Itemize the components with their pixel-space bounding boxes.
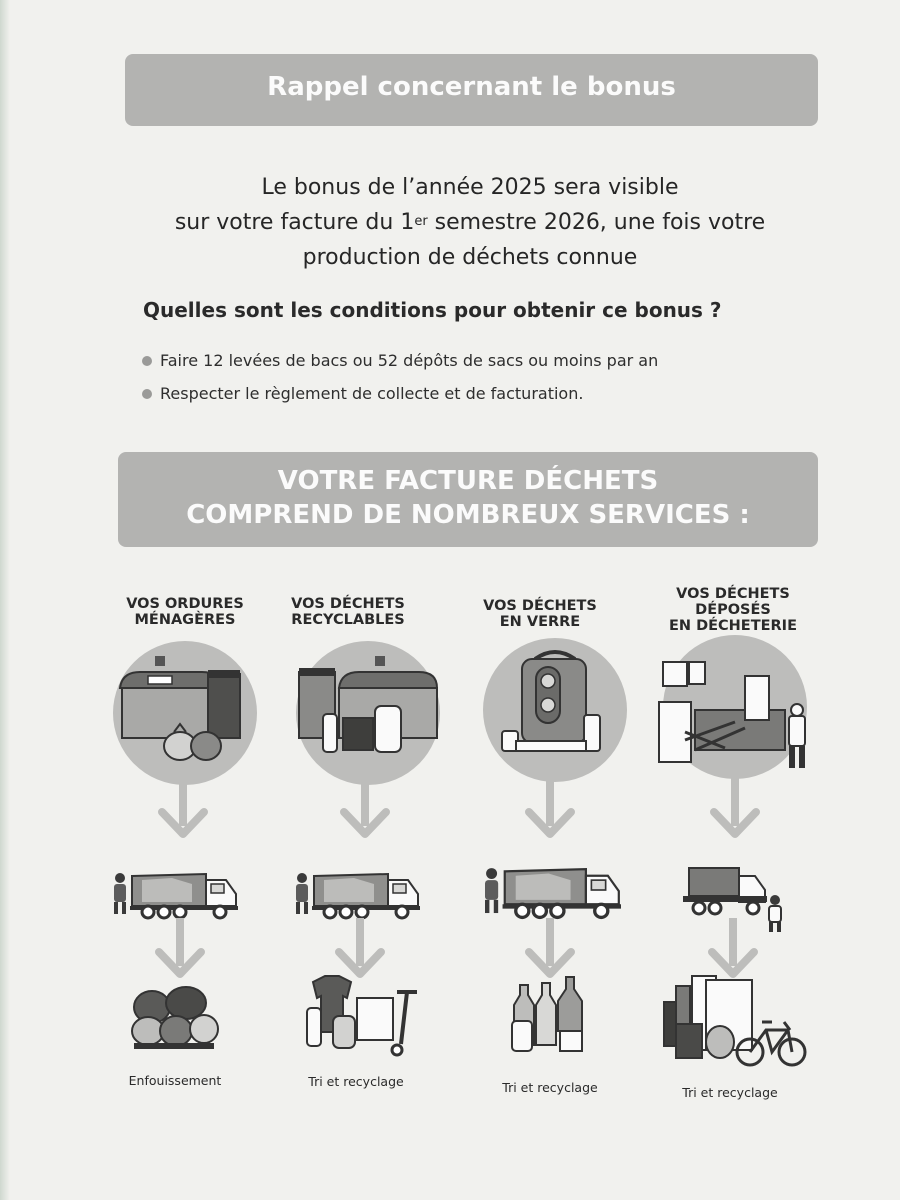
- condition-item: [140, 346, 860, 379]
- services-banner: [118, 452, 818, 547]
- recycled-glass-icon: [508, 975, 592, 1057]
- result-caption-recyclables: Tri et recyclage: [308, 1074, 404, 1089]
- conditions-question: Quelles sont les conditions pour obtenir ce bonus ?: [143, 298, 722, 322]
- result-caption-glass: Tri et recyclage: [502, 1080, 598, 1095]
- result-caption-recycling-center: Tri et recyclage: [682, 1085, 778, 1100]
- services-banner-line-1: VOTRE FACTURE DÉCHETS: [277, 466, 659, 496]
- arrow-down-icon: [525, 918, 575, 982]
- column-title-household: VOS ORDURES MÉNAGÈRES: [126, 596, 244, 628]
- bonus-info-line-3: production de déchets connue: [302, 245, 638, 270]
- condition-item: [140, 379, 860, 412]
- glass-truck-icon: [478, 856, 628, 924]
- recycling-truck-icon: [290, 862, 426, 924]
- column-title-glass: VOS DÉCHETS EN VERRE: [483, 598, 597, 630]
- arrow-down-icon: [158, 778, 208, 842]
- landfill-waste-icon: [128, 985, 220, 1051]
- condition-text: Respecter le règlement de collecte et de facturation.: [160, 384, 584, 403]
- bullet-icon: [142, 389, 152, 399]
- glass-container-illustration: [480, 635, 630, 785]
- reminder-banner: [125, 54, 818, 126]
- recyclable-bins-illustration: [293, 638, 443, 788]
- arrow-down-icon: [340, 778, 390, 842]
- arrow-down-icon: [155, 918, 205, 982]
- services-banner-line-2: COMPREND DE NOMBREUX SERVICES :: [186, 500, 750, 530]
- arrow-down-icon: [710, 778, 760, 842]
- bullet-icon: [142, 356, 152, 366]
- condition-text: Faire 12 levées de bacs ou 52 dépôts de sacs ou moins par an: [160, 351, 659, 370]
- recycled-items-icon: [305, 972, 423, 1058]
- column-title-recyclables: VOS DÉCHETS RECYCLABLES: [291, 596, 405, 628]
- superscript-er: er: [414, 214, 428, 229]
- bonus-info-line-1: Le bonus de l’année 2025 sera visible: [261, 175, 679, 200]
- recycled-materials-icon: [662, 972, 808, 1068]
- result-caption-household: Enfouissement: [128, 1073, 222, 1088]
- column-title-recycling-center: VOS DÉCHETS DÉPOSÉS EN DÉCHETERIE: [669, 586, 797, 634]
- conditions-list: [140, 346, 860, 412]
- household-bins-illustration: [110, 638, 260, 788]
- reminder-banner-title: Rappel concernant le bonus: [267, 72, 676, 102]
- page-edge-shadow: [0, 0, 10, 1200]
- garbage-truck-icon: [108, 862, 244, 924]
- arrow-down-icon: [525, 778, 575, 842]
- bonus-info-line-2: sur votre facture du 1er semestre 2026, une fois votre: [174, 210, 766, 235]
- recycling-center-illustration: [655, 632, 815, 782]
- bonus-info: [120, 170, 820, 275]
